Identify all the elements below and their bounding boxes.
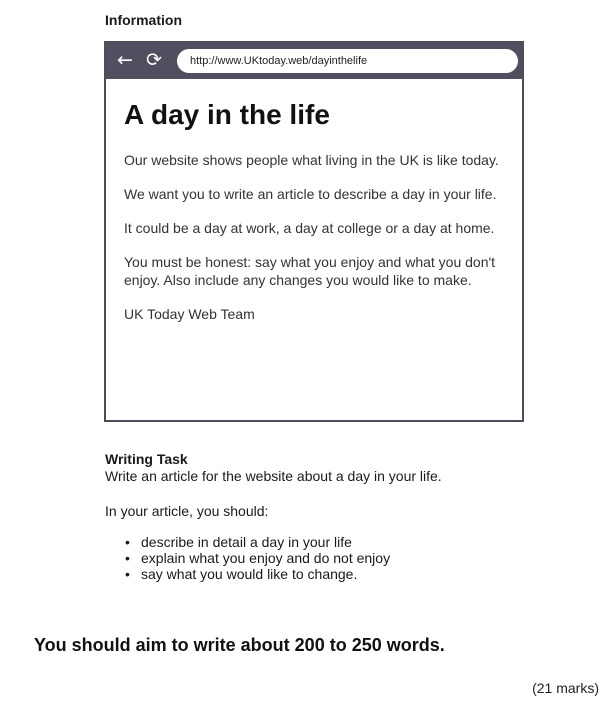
list-item <box>125 534 525 550</box>
web-page-content <box>106 79 522 323</box>
paragraph: Our website shows people what living in the UK is like today. <box>124 152 499 168</box>
bullet-text: describe in detail a day in your life <box>141 534 352 550</box>
bullet-text: explain what you enjoy and do not enjoy <box>141 550 391 566</box>
list-item <box>125 566 525 582</box>
task-heading: Writing Task <box>105 451 188 467</box>
paragraph: It could be a day at work, a day at college or a day at home. <box>124 220 495 236</box>
signature: UK Today Web Team <box>124 306 255 322</box>
bullet-icon: • <box>125 566 130 582</box>
paragraph: You must be honest: say what you enjoy and what you don't enjoy. Also include any changes you would like to make. <box>124 254 496 288</box>
bullet-icon: • <box>125 550 130 566</box>
task-instruction: Write an article for the website about a day in your life. <box>105 468 442 484</box>
paragraph: We want you to write an article to describe a day in your life. <box>124 186 497 202</box>
writing-task <box>105 451 525 582</box>
information-heading: Information <box>105 12 182 28</box>
task-bullet-list <box>105 534 525 582</box>
marks-label: (21 marks) <box>532 680 599 696</box>
reload-icon: ⟳ <box>146 49 162 71</box>
list-item <box>125 550 525 566</box>
bullet-text: say what you would like to change. <box>141 566 358 582</box>
task-intro: In your article, you should: <box>105 503 269 519</box>
word-count-guidance: You should aim to write about 200 to 250 words. <box>34 635 445 655</box>
arrow-left-icon: ← <box>117 49 133 71</box>
bullet-icon: • <box>125 534 130 550</box>
address-bar: http://www.UKtoday.web/dayinthelife <box>177 49 518 73</box>
browser-toolbar <box>106 43 522 79</box>
page-title: A day in the life <box>124 99 330 130</box>
browser-window-illustration <box>104 41 524 422</box>
